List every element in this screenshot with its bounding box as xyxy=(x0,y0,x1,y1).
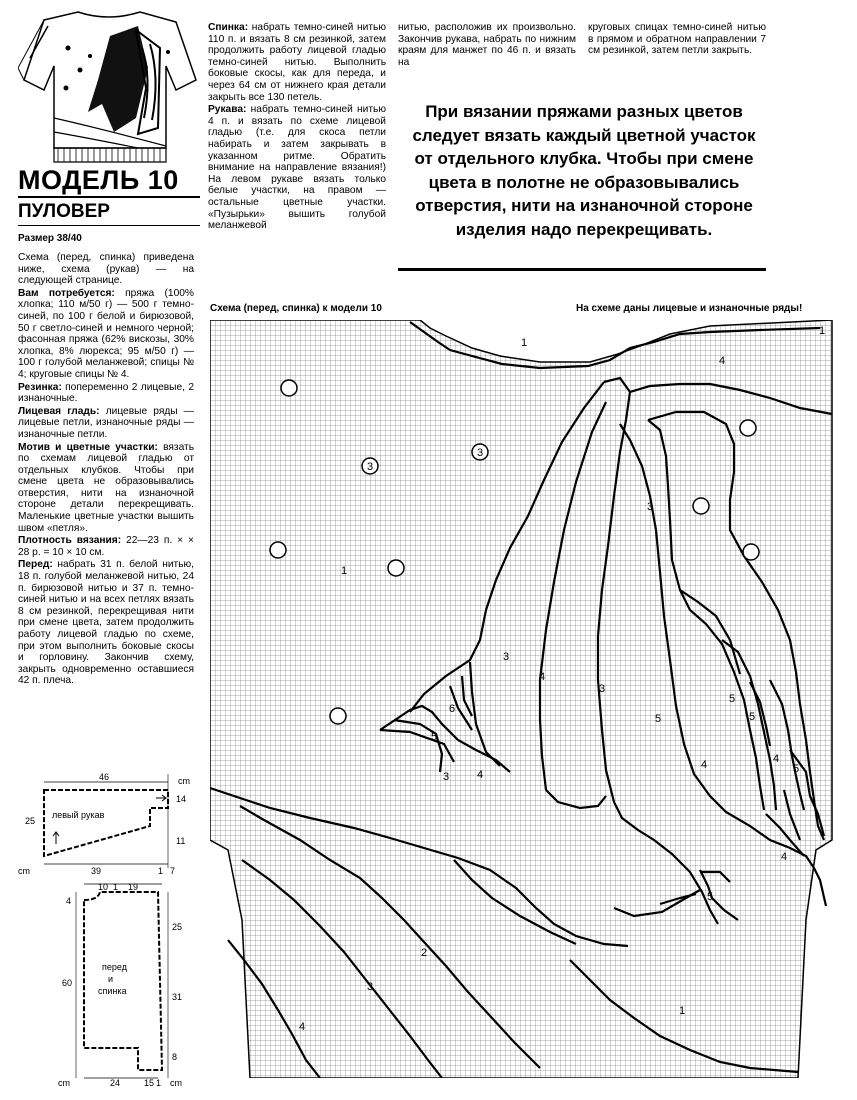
sleeve-dim-1: 1 xyxy=(158,866,164,876)
paragraph-sleeves: Рукава: набрать темно-синей нитью 4 п. и вязать по схеме лицевой гладью (т.е. для скоса петли набирать и затем закрывать в указанном ритме. Обратить внимание на направление вязания!) На левом рукаве вязать только белые участки, на правом — остальные цветные участки. «Пузырьки» вышить голубой меланжевой xyxy=(208,104,386,232)
chart-label-6: 6 xyxy=(448,703,456,715)
sleeve-dim-7: 7 xyxy=(170,866,176,876)
body-dim-1b: 1 xyxy=(156,1078,162,1086)
sleeve-dim-25: 25 xyxy=(24,816,36,826)
chart-label-3-dot2: 3 xyxy=(476,447,484,459)
body-dim-25: 25 xyxy=(172,922,183,932)
sleeve-cm-label-top: cm xyxy=(178,776,190,786)
paragraph-continued: нитью, расположив их произвольно. Закончив рукава, набрать по нижним краям для манжет по 46 п. и вязать на xyxy=(398,22,576,68)
knitting-chart xyxy=(210,320,842,1078)
chart-label-5-e: 5 xyxy=(706,891,714,903)
body-dim-1: 1 xyxy=(113,882,119,892)
sleeve-label: левый рукав xyxy=(52,810,105,820)
body-cm-label: cm xyxy=(58,1078,70,1086)
chart-label-5-a: 5 xyxy=(654,713,662,725)
chart-label-3-fin: 3 xyxy=(442,771,450,783)
body-dim-15: 15 xyxy=(144,1078,155,1086)
body-dim-60: 60 xyxy=(62,978,73,988)
note-rule xyxy=(398,268,766,271)
instructions-column-1 xyxy=(18,252,194,688)
instructions-column-4 xyxy=(588,22,766,58)
paragraph-stockinette: Лицевая гладь: лицевые ряды — лицевые петли, изнаночные ряды — изнаночные петли. xyxy=(18,405,194,440)
body-shape xyxy=(58,880,188,1086)
body-label-back: спинка xyxy=(98,986,127,996)
chart-label-3-low: 3 xyxy=(366,981,374,993)
chart-label-5-c: 5 xyxy=(748,711,756,723)
body-dim-19: 19 xyxy=(128,882,139,892)
chart-label-3-upper: 3 xyxy=(646,501,654,513)
chart-label-1-corner: 1 xyxy=(818,325,826,337)
paragraph-back: Спинка: набрать темно-синей нитью 110 п. и вязать 8 см резинкой, затем продолжить работу лицевой гладью темно-синей нитью. Выполнить боковые скосы, как для переда, и через 64 см от нижнего края детали закрыть все 130 петель. xyxy=(208,22,386,103)
chart-label-4-top: 4 xyxy=(718,355,726,367)
instructions-column-3 xyxy=(398,22,576,69)
paragraph-motif: Мотив и цветные участки: вязать по схемам лицевой гладью от отдельных клубков. Чтобы при смене цвета не образовывались отверстия, нити на изнаночной стороне детали перекрещивать. Маленькие цветные участки вышить швом «петля». xyxy=(18,441,195,534)
sleeve-dim-14: 14 xyxy=(176,794,187,804)
model-subtitle: ПУЛОВЕР xyxy=(18,201,110,222)
instructions-column-2 xyxy=(208,22,386,233)
chart-label-3-mid: 3 xyxy=(502,651,510,663)
chart-label-4-bottom: 4 xyxy=(298,1021,306,1033)
chart-label-1-bottom: 1 xyxy=(678,1005,686,1017)
model-title: МОДЕЛЬ 10 xyxy=(18,165,179,195)
chart-label-4-corner: 4 xyxy=(780,851,788,863)
body-diagram xyxy=(58,880,188,1086)
body-cm-label-right: cm xyxy=(170,1078,182,1086)
paragraph-gauge: Плотность вязания: 22—23 п. × × 28 р. = 10 × 10 см. xyxy=(18,535,194,558)
body-label-front: перед xyxy=(102,962,127,972)
sleeve-dim-46: 46 xyxy=(98,772,110,782)
title-rule xyxy=(18,196,200,198)
paragraph-materials: Вам потребуется: пряжа (100% хлопка; 110 м/50 г) — 500 г темно-синей, по 100 г белой и бирюзовой, 50 г светло-синей и немного черной; фасонная пряжа (62% вискозы, 30% хлопка, 8% люрекса; 95 м/50 г) — 100 г голубой меланжевой; спицы № 4; круговые спицы № 4. xyxy=(18,287,194,380)
sleeve-cm-label: cm xyxy=(18,866,30,876)
body-dim-8: 8 xyxy=(172,1052,178,1062)
chart-label-5-d: 5 xyxy=(792,763,800,775)
chart-label-3-right: 3 xyxy=(598,683,606,695)
body-dim-31: 31 xyxy=(172,992,183,1002)
chart-label-4-fin: 4 xyxy=(476,769,484,781)
body-dim-24: 24 xyxy=(110,1078,121,1086)
body-label-and: и xyxy=(108,974,114,984)
body-dim-4: 4 xyxy=(66,896,72,906)
chart-caption: Схема (перед, спинка) к модели 10 xyxy=(210,303,382,314)
chart-label-2: 2 xyxy=(420,947,428,959)
paragraph-intro: Схема (перед, спинка) приведена ниже, схема (рукав) — на следующей странице. xyxy=(18,252,194,287)
chart-label-1-top: 1 xyxy=(520,337,528,349)
size-label: Размер 38/40 xyxy=(18,233,82,244)
subtitle-rule xyxy=(18,225,200,226)
chart-label-3-dot: 3 xyxy=(366,461,374,473)
color-note: При вязании пряжами разных цветов следует вязать каждый цветной участок от отдельного клубка. Чтобы при смене цвета в полотне не образовывались отверстия, нити на изнаночной стороне изделия надо перекрещивать. xyxy=(412,102,756,239)
chart-label-4-right: 4 xyxy=(772,753,780,765)
sweater-illustration-icon xyxy=(18,8,198,170)
sleeve-diagram xyxy=(18,768,198,878)
sleeve-dim-39: 39 xyxy=(90,866,102,876)
paragraph-rib: Резинка: попеременно 2 лицевые, 2 изнаночные. xyxy=(18,381,194,405)
chart-label-4-low: 4 xyxy=(700,759,708,771)
paragraph-front: Перед: набрать 31 п. белой нитью, 18 п. голубой меланжевой нитью, 24 п. бирюзовой нитью и 37 п. темно-синей нитью и на всех петлях вязать 8 см резинкой, перекрещивая нити при смене цвета, затем продолжить работу лицевой гладью по схеме, при этом выполнить боковые скосы и горловину. Закончив схему, закрыть одновременно оставшиеся 42 п. плеча. xyxy=(18,559,194,687)
chart-label-5-b: 5 xyxy=(728,693,736,705)
body-dim-10: 10 xyxy=(98,882,109,892)
sleeve-dim-11: 11 xyxy=(176,836,186,846)
chart-caption-right: На схеме даны лицевые и изнаночные ряды! xyxy=(576,303,803,314)
chart-label-4-mid: 4 xyxy=(538,671,546,683)
chart-label-1-left: 1 xyxy=(340,565,348,577)
chart-label-5-fin: 5 xyxy=(430,731,438,743)
sleeve-shape xyxy=(18,768,198,878)
paragraph-cuffs: круговых спицах темно-синей нитью в прямом и обратном направлении 7 см резинкой, затем петли закрыть. xyxy=(588,22,766,57)
